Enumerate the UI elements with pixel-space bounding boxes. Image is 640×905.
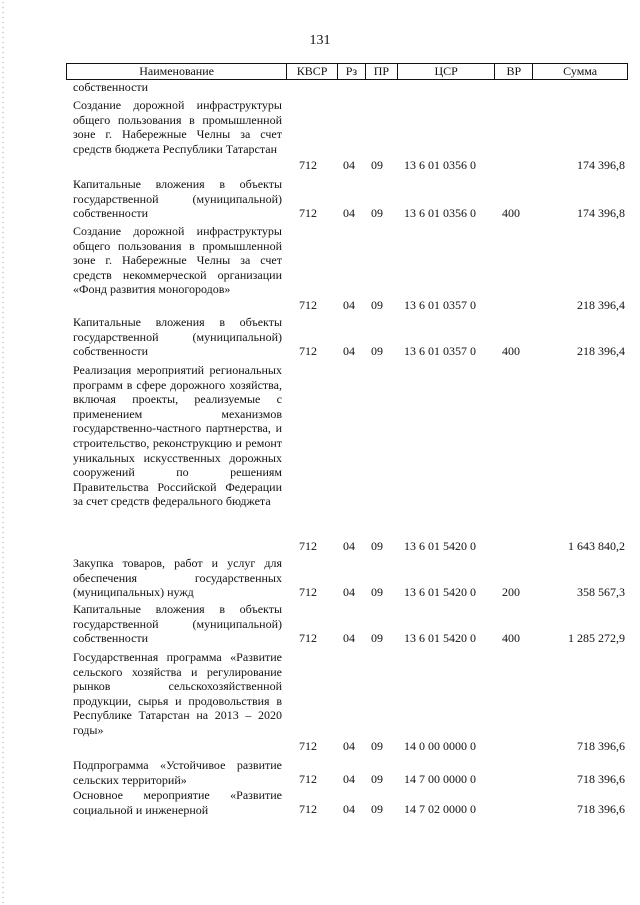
row-pr: 09 (371, 772, 383, 786)
row-sum: 174 396,8 (577, 206, 625, 220)
header-sum: Сумма (563, 64, 598, 78)
row-vr: 400 (502, 631, 520, 645)
row-sum: 1 643 840,2 (568, 539, 625, 553)
table-row (0, 788, 640, 818)
row-rz: 04 (343, 158, 355, 172)
row-csr: 13 6 01 0357 0 (404, 344, 476, 358)
row-name: Реализация мероприятий региональных программ в сфере дорожного хозяйства, включая проекты, реализуемые с применением механизмов государственно-частного партнерства, и строительство, реконструкцию и ремонт уникальных искусственных дорожных сооружений по решениям Правительства Российской Федерации за счет средств федерального бюджета (73, 363, 282, 509)
row-csr: 13 6 01 5420 0 (404, 585, 476, 599)
row-rz: 04 (343, 739, 355, 753)
row-csr: 13 6 01 0357 0 (404, 298, 476, 312)
header-rz: Рз (338, 64, 366, 79)
row-vr: 200 (502, 585, 520, 599)
row-sum: 358 567,3 (577, 585, 625, 599)
table-row (0, 363, 640, 553)
row-name: Подпрограмма «Устойчивое развитие сельских территорий» (73, 758, 282, 787)
row-pr: 09 (371, 585, 383, 599)
row-csr: 13 6 01 0356 0 (404, 206, 476, 220)
row-csr: 13 6 01 0356 0 (404, 158, 476, 172)
table-row (0, 224, 640, 312)
row-rz: 04 (343, 585, 355, 599)
row-rz: 04 (343, 772, 355, 786)
row-sum: 174 396,8 (577, 158, 625, 172)
row-kvsr: 712 (299, 772, 317, 786)
row-name: Капитальные вложения в объекты государственной (муниципальной) собственности (73, 315, 282, 359)
row-pr: 09 (371, 802, 383, 816)
row-name: Капитальные вложения в объекты государственной (муниципальной) собственности (73, 177, 282, 221)
row-sum: 218 396,4 (577, 298, 625, 312)
header-name: Наименование (67, 64, 287, 79)
row-pr: 09 (371, 158, 383, 172)
row-pr: 09 (371, 344, 383, 358)
row-sum: 718 396,6 (577, 739, 625, 753)
row-rz: 04 (343, 631, 355, 645)
row-vr: 400 (502, 344, 520, 358)
row-csr: 14 0 00 0000 0 (404, 739, 476, 753)
row-csr: 13 6 01 5420 0 (404, 539, 476, 553)
table-row (0, 758, 640, 788)
row-vr: 400 (502, 206, 520, 220)
row-rz: 04 (343, 298, 355, 312)
row-kvsr: 712 (299, 802, 317, 816)
row-sum: 718 396,6 (577, 772, 625, 786)
table-header (66, 63, 628, 80)
row-kvsr: 712 (299, 585, 317, 599)
row-pr: 09 (371, 206, 383, 220)
row-sum: 718 396,6 (577, 802, 625, 816)
row-sum: 218 396,4 (577, 344, 625, 358)
row-name: Создание дорожной инфраструктуры общего пользования в промышленной зоне г. Набережные Челны за счет средств некоммерческой организации «Фонд развития моногородов» (73, 224, 282, 297)
row-csr: 14 7 02 0000 0 (404, 802, 476, 816)
row-name: Создание дорожной инфраструктуры общего пользования в промышленной зоне г. Набережные Челны за счет средств бюджета Республики Татарстан (73, 98, 282, 156)
row-kvsr: 712 (299, 739, 317, 753)
row-rz: 04 (343, 802, 355, 816)
row-rz: 04 (343, 206, 355, 220)
row-rz: 04 (343, 344, 355, 358)
table-row (0, 650, 640, 754)
row-rz: 04 (343, 539, 355, 553)
header-vr: ВР (495, 64, 533, 79)
row-csr: 13 6 01 5420 0 (404, 631, 476, 645)
page-number: 131 (309, 33, 331, 48)
row-sum: 1 285 272,9 (568, 631, 625, 645)
row-csr: 14 7 00 0000 0 (404, 772, 476, 786)
table-row (0, 602, 640, 646)
row-name: собственности (73, 80, 149, 94)
table-row (0, 556, 640, 600)
row-kvsr: 712 (299, 206, 317, 220)
row-pr: 09 (371, 539, 383, 553)
row-kvsr: 712 (299, 539, 317, 553)
row-kvsr: 712 (299, 631, 317, 645)
table-row (0, 98, 640, 172)
row-name: Закупка товаров, работ и услуг для обеспечения государственных (муниципальных) нужд (73, 556, 282, 600)
row-pr: 09 (371, 739, 383, 753)
table-row (0, 315, 640, 359)
row-kvsr: 712 (299, 298, 317, 312)
row-name: Капитальные вложения в объекты государственной (муниципальной) собственности (73, 602, 282, 646)
header-csr: ЦСР (398, 64, 496, 79)
row-name: Основное мероприятие «Развитие социальной и инженерной (73, 788, 282, 817)
row-pr: 09 (371, 631, 383, 645)
table-row (0, 177, 640, 221)
header-pr: ПР (366, 64, 398, 79)
row-kvsr: 712 (299, 344, 317, 358)
row-kvsr: 712 (299, 158, 317, 172)
header-kvsr: КВСР (287, 64, 338, 79)
row-name: Государственная программа «Развитие сельского хозяйства и регулирование рынков сельскохозяйственной продукции, сырья и продовольствия в Республике Татарстан на 2013 – 2020 годы» (73, 650, 282, 737)
row-pr: 09 (371, 298, 383, 312)
